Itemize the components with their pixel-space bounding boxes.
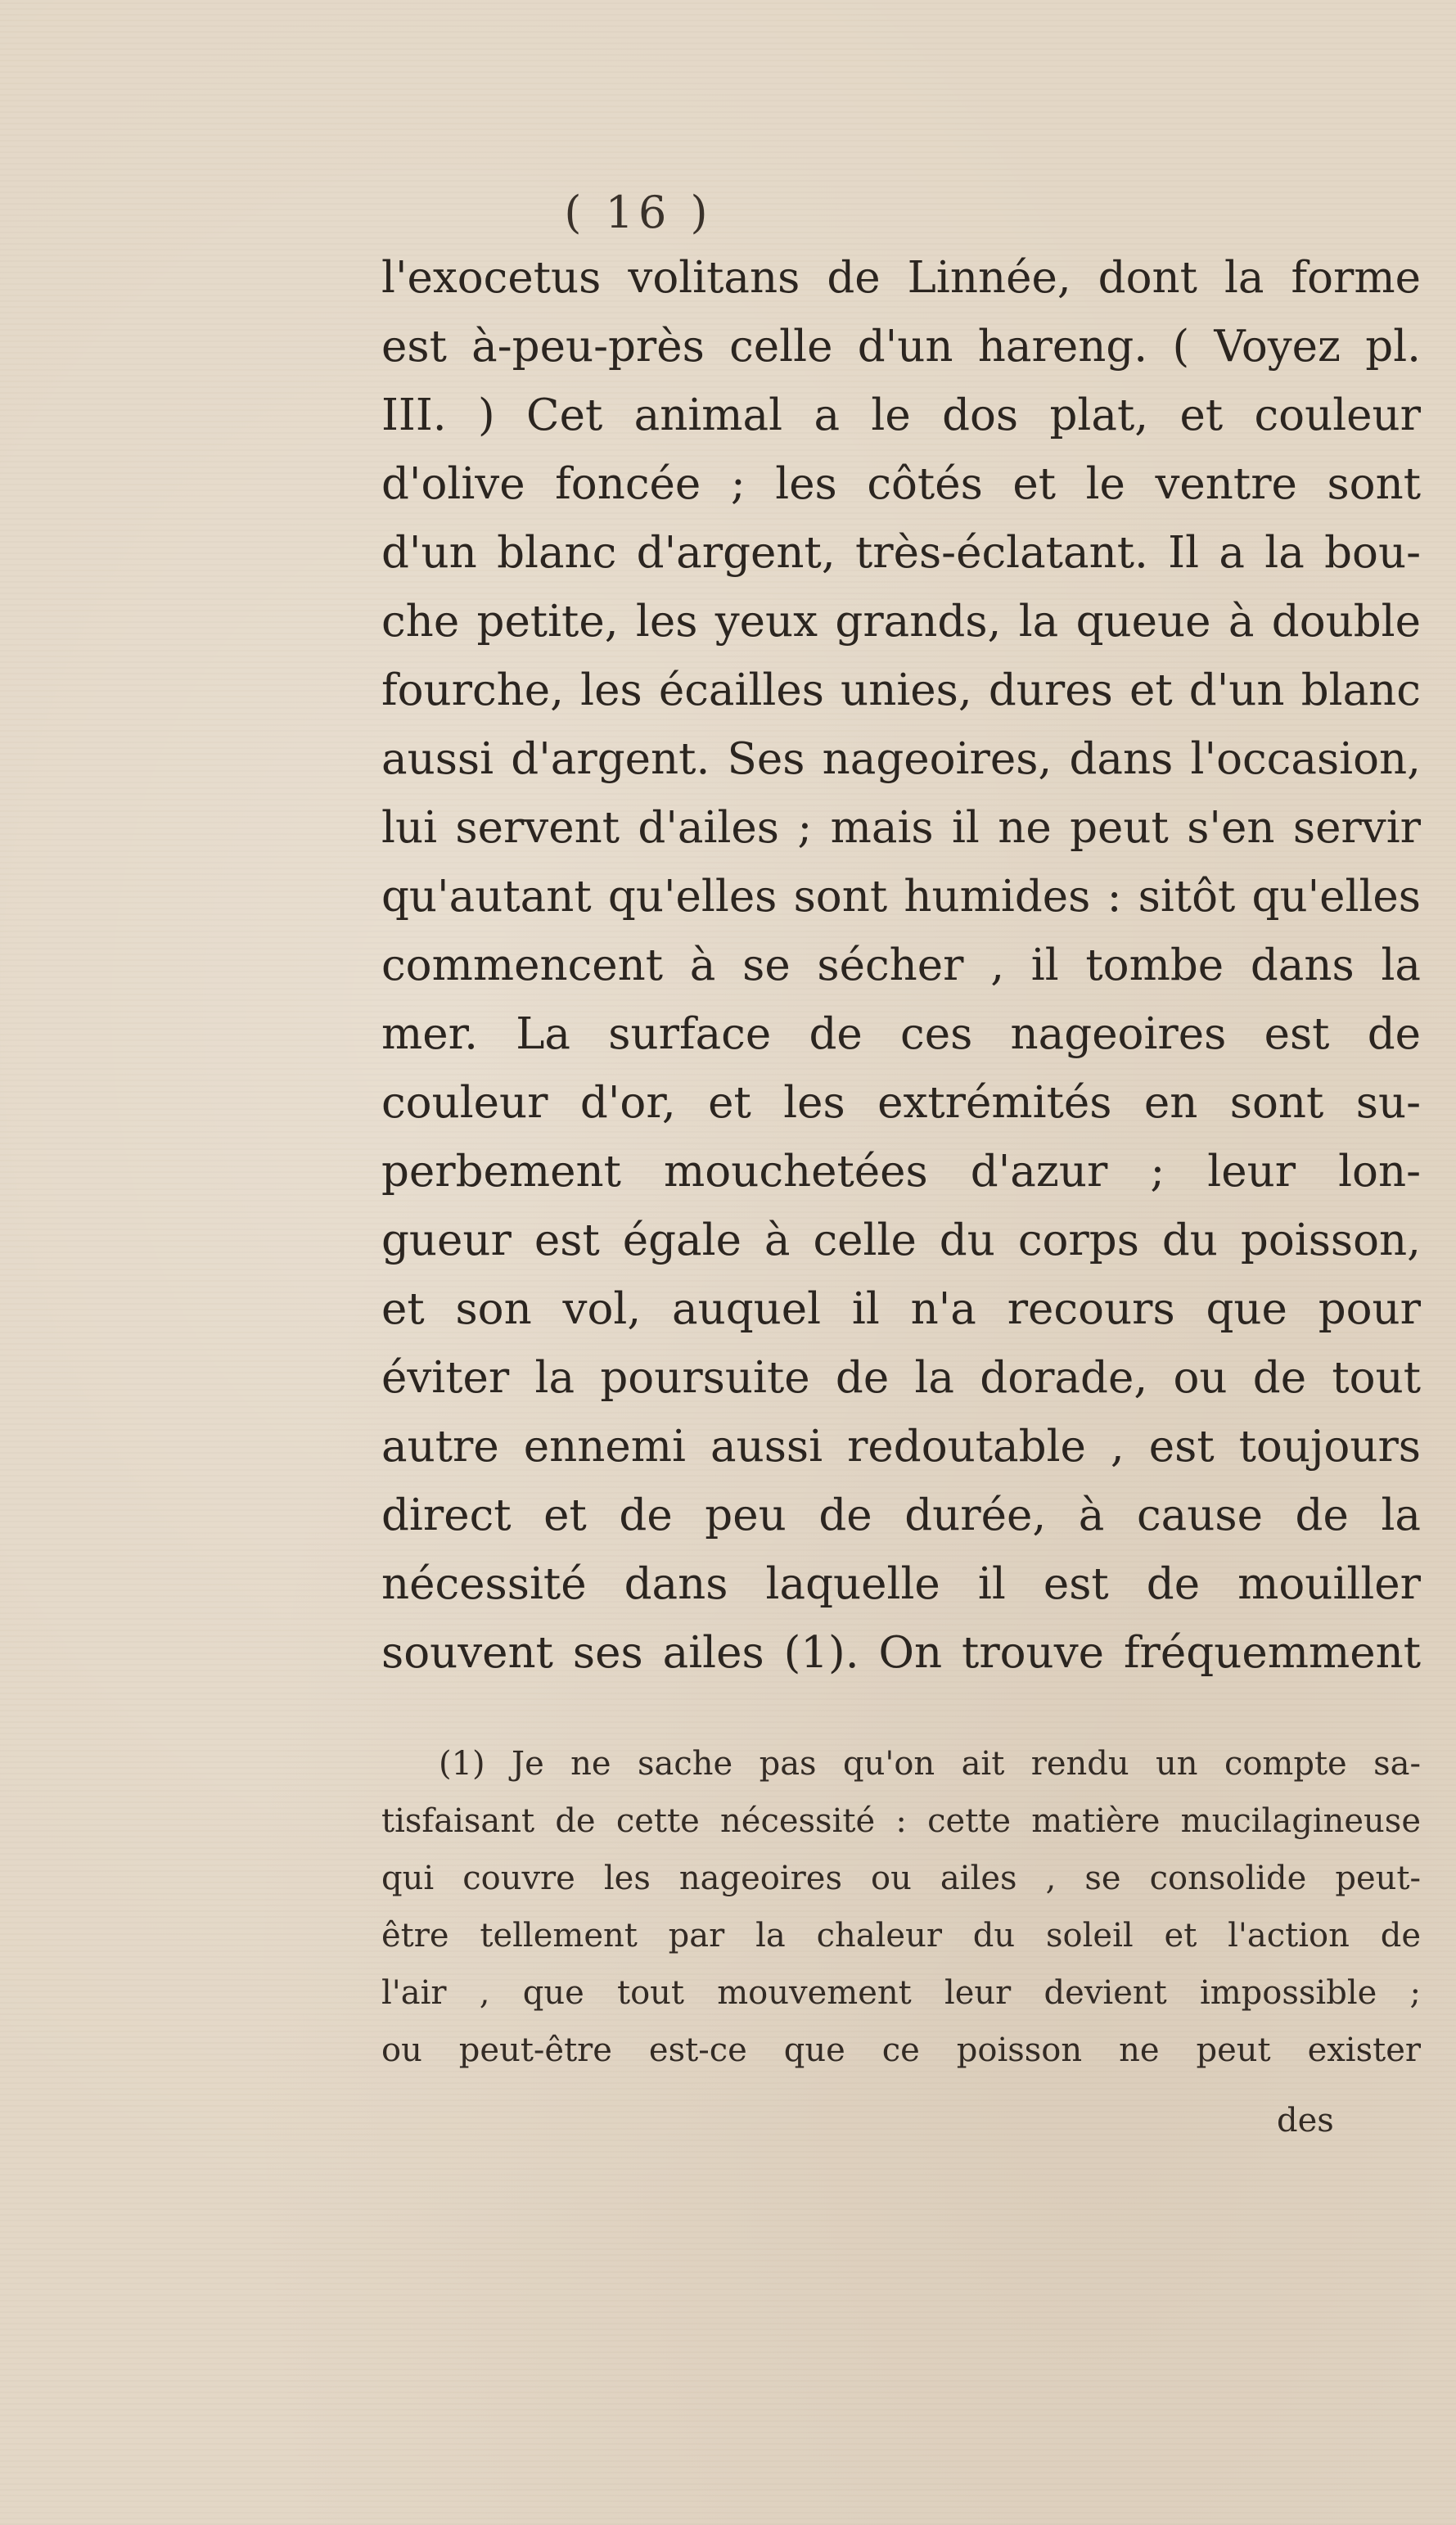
body-line: mer. La surface de ces nageoires est de xyxy=(381,1009,1421,1059)
body-line: aussi d'argent. Ses nageoires, dans l'occasion, xyxy=(381,734,1421,784)
body-line: d'un blanc d'argent, très-éclatant. Il a la bou- xyxy=(381,528,1421,578)
body-line: fourche, les écailles unies, dures et d'un blanc xyxy=(381,665,1421,715)
body-text xyxy=(381,244,1421,1688)
body-line: che petite, les yeux grands, la queue à double xyxy=(381,597,1421,647)
body-line: autre ennemi aussi redoutable , est toujours xyxy=(381,1422,1421,1472)
body-line: d'olive foncée ; les côtés et le ventre sont xyxy=(381,459,1421,509)
body-line: gueur est égale à celle du corps du poisson, xyxy=(381,1215,1421,1265)
footnote xyxy=(381,1735,1421,2079)
body-line: éviter la poursuite de la dorade, ou de tout xyxy=(381,1353,1421,1403)
footnote-line: qui couvre les nageoires ou ailes , se consolide peut- xyxy=(381,1860,1421,1897)
footnote-line: ou peut-être est-ce que ce poisson ne peut exister xyxy=(381,2031,1421,2069)
catchword: des xyxy=(1277,2102,1334,2139)
body-line: lui servent d'ailes ; mais il ne peut s'en servir xyxy=(381,803,1421,853)
body-line: nécessité dans laquelle il est de mouiller xyxy=(381,1559,1421,1609)
body-line: et son vol, auquel il n'a recours que pour xyxy=(381,1284,1421,1334)
page-number: ( 16 ) xyxy=(564,187,713,238)
body-line: perbement mouchetées d'azur ; leur lon- xyxy=(381,1147,1421,1197)
body-line: l'exocetus volitans de Linnée, dont la forme xyxy=(381,253,1421,303)
footnote-line: l'air , que tout mouvement leur devient impossible ; xyxy=(381,1974,1421,2012)
footnote-line: tisfaisant de cette nécessité : cette matière mucilagineuse xyxy=(381,1802,1421,1840)
body-line: est à-peu-près celle d'un hareng. ( Voyez pl. xyxy=(381,322,1421,372)
body-line: III. ) Cet animal a le dos plat, et couleur xyxy=(381,390,1421,440)
footnote-line: être tellement par la chaleur du soleil et l'action de xyxy=(381,1917,1421,1955)
body-line: souvent ses ailes (1). On trouve fréquemment xyxy=(381,1628,1421,1678)
footnote-line: (1) Je ne sache pas qu'on ait rendu un compte sa- xyxy=(439,1745,1421,1783)
body-line: couleur d'or, et les extrémités en sont su- xyxy=(381,1078,1421,1128)
body-line: qu'autant qu'elles sont humides : sitôt qu'elles xyxy=(381,872,1421,922)
body-line: commencent à se sécher , il tombe dans la xyxy=(381,940,1421,990)
body-line: direct et de peu de durée, à cause de la xyxy=(381,1490,1421,1540)
